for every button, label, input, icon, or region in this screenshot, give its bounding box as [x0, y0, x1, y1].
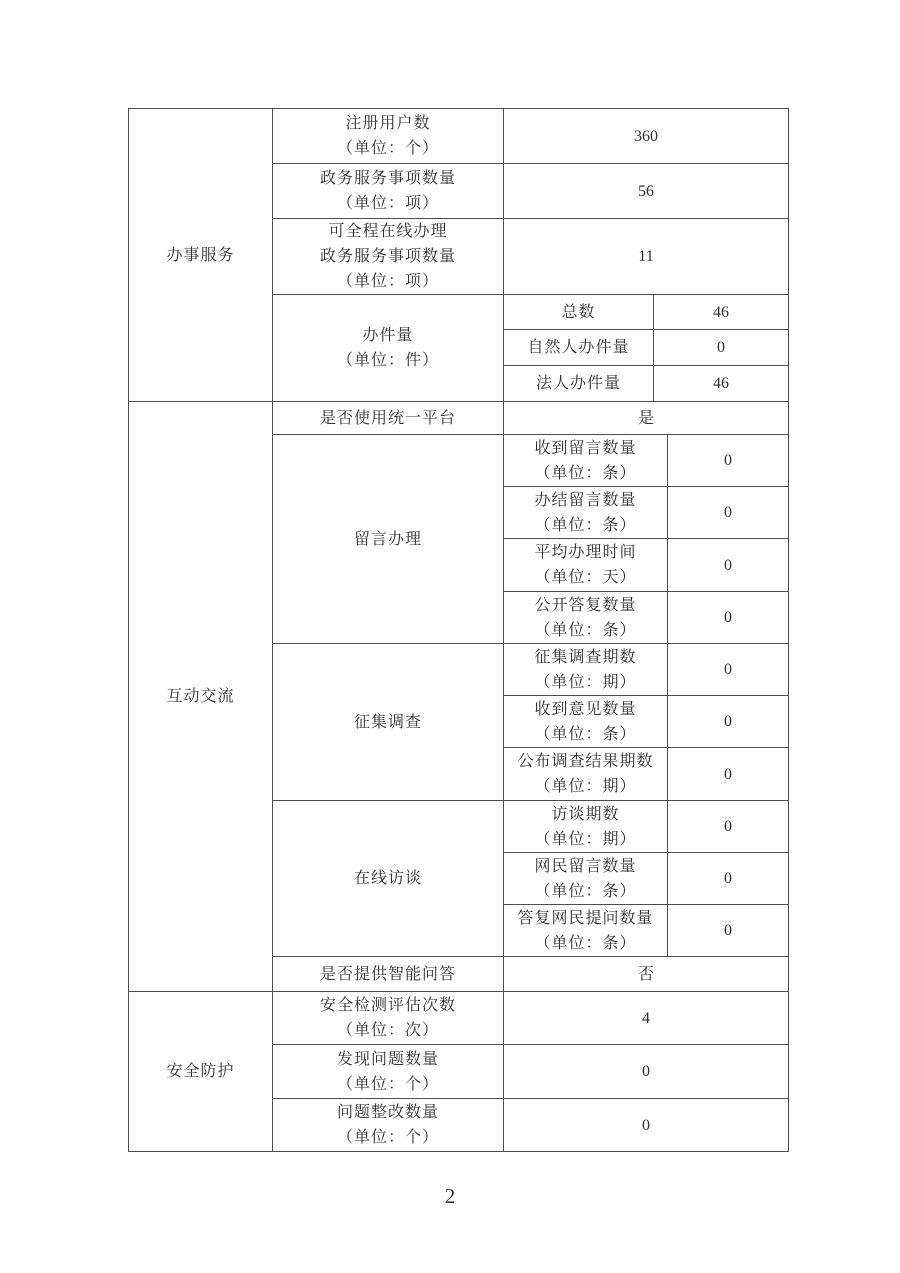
metric-label-cell — [273, 435, 504, 644]
submetric-label-line: 网民留言数量 — [534, 857, 637, 875]
submetric-value-cell: 0 — [668, 853, 789, 905]
submetric-label-cell — [504, 696, 668, 748]
submetric-label-line: 自然人办件量 — [527, 339, 630, 356]
report-table — [128, 108, 789, 1152]
metric-unit-line: （单位：项） — [336, 195, 439, 212]
metric-value-cell: 11 — [504, 219, 789, 295]
metric-unit-line: （单位：个） — [336, 1129, 439, 1146]
submetric-label-line: 总数 — [561, 303, 596, 321]
submetric-label-line: 公开答复数量 — [534, 596, 637, 614]
submetric-label-cell — [504, 853, 668, 905]
submetric-label-cell — [504, 801, 668, 853]
submetric-label-cell — [504, 295, 654, 330]
metric-label-line: 可全程在线办理 — [328, 223, 448, 240]
metric-label-cell — [273, 1045, 504, 1099]
submetric-label-line: 答复网民提问数量 — [517, 909, 654, 927]
metric-label-line: 发现问题数量 — [336, 1050, 439, 1068]
submetric-label-line: 访谈期数 — [551, 805, 620, 823]
metric-label-line: 安全检测评估次数 — [319, 997, 456, 1014]
submetric-label-line: 法人办件量 — [535, 375, 621, 392]
submetric-unit-line: （单位：天） — [534, 569, 637, 586]
metric-value-cell: 0 — [504, 1045, 789, 1099]
metric-label-cell — [273, 644, 504, 801]
submetric-unit-line: （单位：条） — [534, 464, 637, 482]
metric-label-line: 留言办理 — [353, 530, 422, 548]
submetric-value-cell: 0 — [668, 644, 789, 696]
submetric-unit-line: （单位：条） — [534, 621, 637, 639]
section-category-cell: 安全防护 — [129, 992, 273, 1152]
submetric-value-cell: 0 — [668, 696, 789, 748]
metric-value-cell: 56 — [504, 164, 789, 219]
submetric-unit-line: （单位：期） — [534, 830, 637, 848]
metric-value-cell: 4 — [504, 992, 789, 1045]
submetric-label-line: 公布调查结果期数 — [517, 753, 654, 770]
metric-value-cell: 是 — [504, 402, 789, 435]
metric-label-cell — [273, 957, 504, 992]
metric-label-line: 注册用户数 — [345, 115, 431, 132]
metric-label-cell — [273, 109, 504, 164]
submetric-label-line: 收到留言数量 — [534, 439, 637, 457]
page-number: 2 — [444, 1184, 456, 1208]
submetric-value-cell: 0 — [668, 748, 789, 801]
metric-label-cell — [273, 219, 504, 295]
submetric-unit-line: （单位：条） — [534, 934, 637, 952]
submetric-label-cell — [504, 435, 668, 487]
submetric-label-cell — [504, 487, 668, 539]
submetric-unit-line: （单位：条） — [534, 882, 637, 900]
metric-label-line: 问题整改数量 — [336, 1104, 439, 1121]
submetric-value-cell: 0 — [668, 435, 789, 487]
submetric-value-cell: 0 — [668, 539, 789, 592]
submetric-label-cell — [504, 644, 668, 696]
submetric-label-cell — [504, 366, 654, 402]
metric-label-cell — [273, 295, 504, 402]
section-category-cell: 互动交流 — [129, 402, 273, 992]
metric-value-cell: 360 — [504, 109, 789, 164]
submetric-label-cell — [504, 592, 668, 644]
submetric-label-cell — [504, 905, 668, 957]
submetric-value-cell: 46 — [654, 295, 789, 330]
submetric-unit-line: （单位：期） — [534, 778, 637, 795]
submetric-label-cell — [504, 539, 668, 592]
metric-unit-line: （单位：项） — [336, 273, 439, 290]
metric-label-line: 是否提供智能问答 — [319, 965, 456, 983]
metric-unit-line: （单位：个） — [336, 140, 439, 157]
metric-label-line: 办件量 — [362, 327, 414, 344]
metric-value-cell: 0 — [504, 1099, 789, 1152]
submetric-value-cell: 0 — [668, 801, 789, 853]
submetric-label-line: 征集调查期数 — [534, 648, 637, 666]
metric-unit-line: （单位：个） — [336, 1075, 439, 1093]
submetric-unit-line: （单位：期） — [534, 673, 637, 691]
metric-label-line: 征集调查 — [353, 713, 422, 731]
metric-value-cell: 否 — [504, 957, 789, 992]
submetric-label-cell — [504, 330, 654, 366]
metric-label-cell — [273, 801, 504, 957]
metric-label-line: 政务服务事项数量 — [319, 170, 456, 187]
metric-label-cell — [273, 1099, 504, 1152]
submetric-value-cell: 0 — [668, 905, 789, 957]
submetric-unit-line: （单位：条） — [534, 516, 637, 534]
report-table-container — [128, 108, 788, 1152]
submetric-label-line: 平均办理时间 — [534, 544, 637, 561]
submetric-label-line: 办结留言数量 — [534, 491, 637, 509]
submetric-value-cell: 46 — [654, 366, 789, 402]
metric-unit-line: （单位：件） — [336, 352, 439, 369]
section-category-cell: 办事服务 — [129, 109, 273, 402]
submetric-value-cell: 0 — [668, 487, 789, 539]
metric-label-cell — [273, 402, 504, 435]
metric-label-line: 是否使用统一平台 — [319, 409, 456, 427]
metric-label-line: 在线访谈 — [353, 870, 422, 887]
metric-label-cell — [273, 164, 504, 219]
metric-label-cell — [273, 992, 504, 1045]
metric-label-line: 政务服务事项数量 — [319, 248, 456, 265]
submetric-label-line: 收到意见数量 — [534, 700, 637, 718]
submetric-value-cell: 0 — [668, 592, 789, 644]
submetric-label-cell — [504, 748, 668, 801]
submetric-value-cell: 0 — [654, 330, 789, 366]
metric-unit-line: （单位：次） — [336, 1022, 439, 1039]
submetric-unit-line: （单位：条） — [534, 725, 637, 743]
